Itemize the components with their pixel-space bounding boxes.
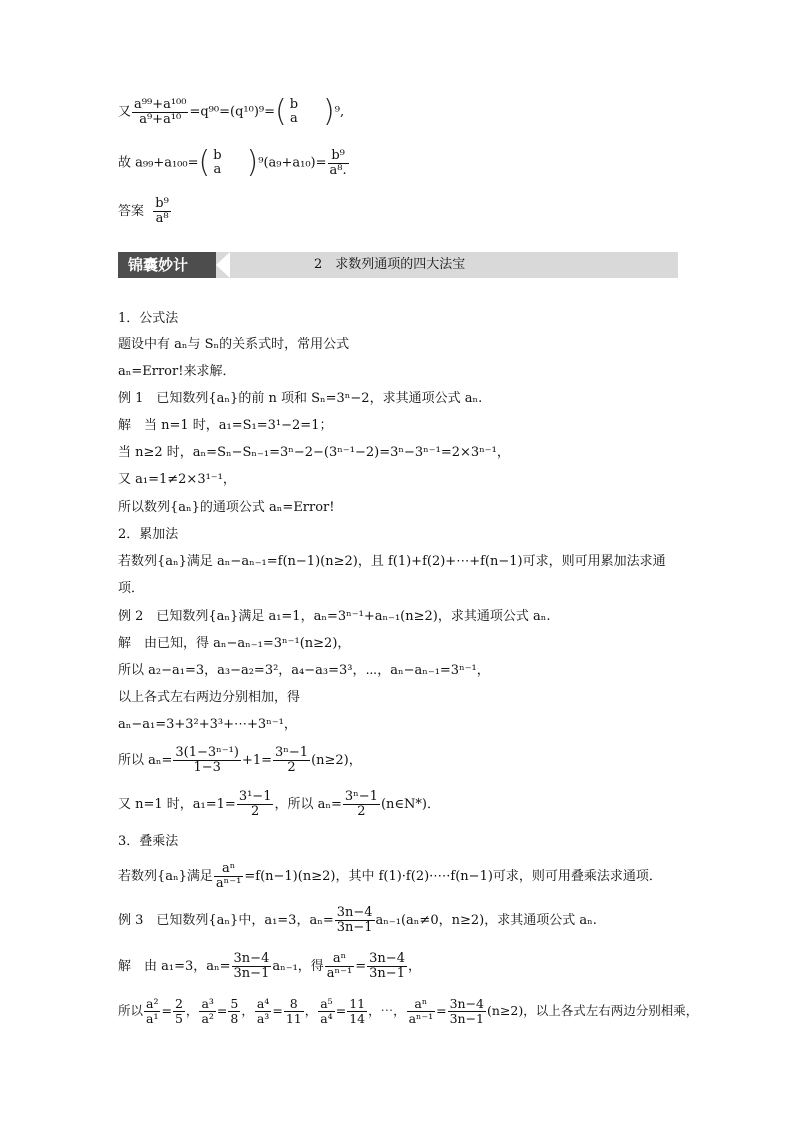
text: 所以 aₙ=	[118, 753, 173, 768]
example-1-line: 当 n≥2 时，aₙ=Sₙ−Sₙ₋₁=3ⁿ−2−(3ⁿ⁻¹−2)=3ⁿ−3ⁿ⁻¹=2×3ⁿ⁻¹，	[118, 445, 510, 460]
fraction-numerator: b	[213, 148, 222, 163]
fraction	[318, 997, 334, 1026]
example-3-line: 所以 $\frac{\text{a²}}{\text{a¹}}$ = $\frac{2}{5}$ ， $\frac{\text{a³}}{\text{a²}}$ = $\frac{5}{8}$ ， $\frac{\text{a⁴}}{\text{a³}}$ = $\frac{8}{11}$ ， $\frac{\text{a⁵}}{\text{a⁴}}$ = $\frac{11}{14}$ ，⋯， $\frac{\text{aⁿ}}{\text{aⁿ⁻¹}}$ = $\frac{3n-4}{3n-1}$ (n≥2)，以上各式左右两边分别相乘，	[118, 996, 699, 1026]
intro-line-2	[118, 145, 350, 180]
text: 又 n=1 时，a₁=1=	[118, 797, 236, 812]
left-paren: (	[275, 94, 287, 129]
example-3-line	[118, 952, 421, 981]
example-2-line: 所以 a₂−a₁=3，a₃−a₂=3²，a₄−a₃=3³，⋯，aₙ−aₙ₋₁=3ⁿ⁻¹，	[118, 663, 490, 678]
paragraph-line: 题设中有 aₙ与 Sₙ的关系式时，常用公式	[118, 337, 350, 352]
fraction-numerator: 3n−4	[369, 951, 405, 966]
right-paren: )	[323, 94, 335, 129]
fraction-denominator: 3n−1	[449, 1011, 485, 1026]
fraction	[325, 952, 354, 981]
fraction	[228, 997, 240, 1026]
fraction-denominator: a⁸	[155, 211, 169, 226]
fraction-denominator: aⁿ⁻¹	[408, 1011, 434, 1026]
fraction-denominator: 3n−1	[233, 966, 270, 981]
fraction	[214, 862, 243, 891]
text: 故 a₉₉+a₁₀₀=	[118, 155, 199, 171]
fraction-denominator: a	[213, 162, 222, 177]
text: aₙ₋₁，得	[272, 959, 324, 974]
fraction-denominator: 2	[357, 804, 366, 819]
fraction-denominator: 14	[349, 1011, 366, 1026]
fraction-numerator: 3ⁿ−1	[275, 745, 309, 760]
paren-fraction	[211, 149, 223, 177]
example-1-line: 又 a₁=1≠2×3¹⁻¹，	[118, 472, 236, 487]
fraction	[144, 997, 160, 1026]
text: 又	[118, 104, 132, 120]
fraction-denominator: a¹	[146, 1011, 159, 1026]
intro-line-1	[118, 94, 345, 129]
text: =	[355, 959, 367, 974]
fraction	[284, 997, 304, 1026]
example-2-line: 例 2 已知数列{aₙ}满足 a₁=1，aₙ=3ⁿ⁻¹+aₙ₋₁(n≥2)，求其通项公式 aₙ.	[118, 609, 551, 624]
fraction-denominator: 1−3	[193, 760, 221, 775]
fraction-numerator: 11	[349, 996, 366, 1011]
banner-title: 2 求数列通项的四大法宝	[314, 257, 466, 272]
fraction	[448, 997, 486, 1026]
fraction-numerator: a³	[201, 996, 214, 1011]
example-2-line	[118, 746, 362, 775]
answer-line	[118, 197, 172, 226]
fraction-numerator: a²	[146, 996, 159, 1011]
fraction-numerator: 3n−4	[336, 905, 373, 920]
right-paren: )	[246, 145, 259, 180]
fraction	[132, 98, 188, 127]
example-2-line	[118, 790, 440, 819]
example-2-line: 以上各式左右两边分别相加，得	[118, 690, 301, 705]
text: 例 3 已知数列{aₙ}中，a₁=3，aₙ=	[118, 913, 334, 928]
fraction-denominator: aⁿ⁻¹	[215, 876, 242, 891]
fraction	[173, 746, 241, 775]
text: =q⁹⁰=(q¹⁰)⁹=	[189, 104, 275, 120]
fraction	[335, 906, 375, 935]
fraction-denominator: aⁿ⁻¹	[326, 966, 353, 981]
fraction	[343, 790, 380, 819]
left-paren: (	[198, 145, 211, 180]
section-2-heading: 2．累加法	[118, 527, 179, 542]
section-3-heading: 3．叠乘法	[118, 834, 179, 849]
fraction	[237, 790, 274, 819]
text: (n∈N*)．	[380, 797, 440, 812]
fraction-numerator: 8	[284, 997, 304, 1012]
text: (n≥2)，	[311, 753, 362, 768]
paragraph-line: aₙ=Error!来求解．	[118, 364, 236, 379]
fraction-denominator: a³	[256, 1011, 270, 1026]
fraction	[328, 149, 349, 178]
fraction	[347, 997, 367, 1026]
fraction-numerator: 5	[230, 996, 239, 1011]
section-1-heading: 1．公式法	[118, 311, 179, 326]
answer-label: 答案	[118, 204, 145, 219]
fraction-denominator: a⁴	[320, 1011, 333, 1026]
fraction-numerator: 3¹−1	[238, 789, 272, 804]
fraction-denominator: 2	[251, 804, 260, 819]
fraction-denominator: 8	[230, 1011, 239, 1026]
banner-label: 锦囊妙计	[118, 252, 216, 278]
text: +1=	[241, 753, 273, 768]
fraction-denominator: 2	[287, 760, 296, 775]
fraction-numerator: aⁿ	[407, 997, 435, 1012]
fraction-denominator: a²	[201, 1011, 214, 1026]
text: 解 由 a₁=3，aₙ=	[118, 959, 231, 974]
paragraph-line	[118, 862, 662, 891]
example-1-line: 例 1 已知数列{aₙ}的前 n 项和 Sₙ=3ⁿ−2，求其通项公式 aₙ.	[118, 391, 483, 406]
fraction-numerator: a⁴	[256, 996, 270, 1011]
example-2-line: aₙ−a₁=3+3²+3³+⋯+3ⁿ⁻¹，	[118, 717, 297, 732]
fraction	[367, 952, 407, 981]
text: 若数列{aₙ}满足	[118, 869, 213, 884]
text: 所以	[118, 1003, 144, 1018]
fraction-numerator: a⁹⁹+a¹⁰⁰	[134, 96, 187, 112]
text: ，所以 aₙ=	[274, 797, 342, 812]
example-1-line: 解 当 n=1 时，a₁=S₁=3¹−2=1；	[118, 418, 333, 433]
fraction-numerator: 2	[174, 996, 183, 1011]
fraction	[407, 997, 435, 1026]
fraction	[232, 952, 272, 981]
text: (n≥2)，以上各式左右两边分别相乘，	[487, 1003, 699, 1018]
fraction-numerator: 3n−4	[233, 951, 270, 966]
text: ⁹(a₉+a₁₀)=	[258, 155, 327, 171]
paragraph-line: 项．	[118, 581, 145, 596]
fraction-numerator: b	[289, 97, 299, 112]
fraction-denominator: a⁹+a¹⁰	[139, 111, 182, 127]
text: =f(n−1)(n≥2)，其中 f(1)·f(2)·⋯·f(n−1)可求，则可用叠乘法求通项．	[244, 869, 662, 884]
fraction-numerator: aⁿ	[214, 862, 243, 877]
section-banner	[118, 252, 678, 278]
fraction-numerator: 3(1−3ⁿ⁻¹)	[175, 745, 239, 760]
paragraph-line: 若数列{aₙ}满足 aₙ−aₙ₋₁=f(n−1)(n≥2)，且 f(1)+f(2)+⋯+f(n−1)可求，则可用累加法求通	[118, 554, 666, 569]
fraction-numerator: 3ⁿ−1	[344, 789, 378, 804]
fraction	[273, 746, 310, 775]
fraction-denominator: a⁸.	[329, 162, 347, 178]
fraction	[199, 997, 215, 1026]
example-2-line: 解 由已知，得 aₙ−aₙ₋₁=3ⁿ⁻¹(n≥2)，	[118, 636, 351, 651]
answer-fraction	[153, 197, 171, 226]
example-1-line: 所以数列{aₙ}的通项公式 aₙ=Error!	[118, 500, 335, 515]
fraction-denominator: 3n−1	[369, 966, 405, 981]
fraction-numerator: aⁿ	[325, 952, 354, 967]
fraction	[173, 997, 185, 1026]
banner-arrow-icon	[216, 252, 230, 278]
example-3-line	[118, 906, 597, 935]
fraction-denominator: 11	[285, 1011, 302, 1026]
fraction-numerator: a⁵	[320, 996, 333, 1011]
fraction-numerator: b⁹	[328, 149, 349, 164]
fraction-numerator: 3n−4	[449, 996, 485, 1011]
fraction	[255, 997, 271, 1026]
text: ，⋯，	[368, 1003, 406, 1018]
fraction-numerator: b⁹	[155, 196, 169, 211]
text: ⁹,	[334, 104, 345, 120]
fraction-denominator: 3n−1	[336, 920, 373, 935]
text: ，	[407, 959, 421, 974]
fraction-denominator: 5	[174, 1011, 183, 1026]
text: aₙ₋₁(aₙ≠0，n≥2)，求其通项公式 aₙ.	[375, 913, 597, 928]
fraction-denominator: a	[290, 111, 298, 126]
paren-fraction	[288, 98, 300, 126]
